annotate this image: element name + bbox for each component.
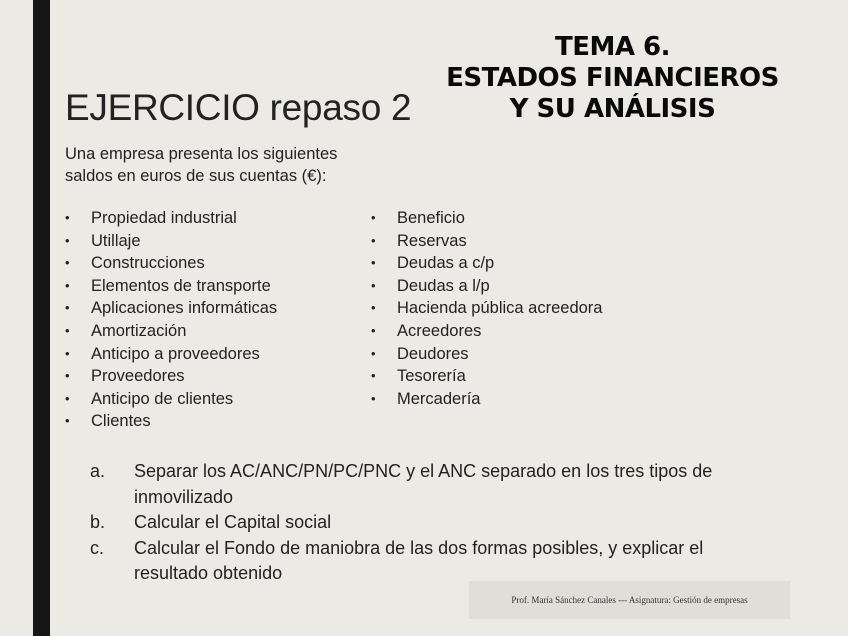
bullet-icon: •: [65, 322, 70, 338]
footer-text: Prof. María Sánchez Canales --- Asignatura: Gestión de empresas: [511, 595, 748, 605]
account-label: Proveedores: [91, 367, 185, 386]
account-item: [371, 275, 602, 298]
task-marker: b.: [90, 512, 106, 532]
task-list: [90, 459, 730, 587]
intro-line: Una empresa presenta los siguientes: [65, 145, 338, 163]
account-label: Reservas: [397, 231, 467, 250]
account-label: Acreedores: [397, 321, 482, 340]
bullet-icon: •: [65, 210, 70, 225]
bullet-icon: •: [371, 390, 376, 406]
footer-credit: [469, 581, 790, 619]
bullet-icon: •: [65, 300, 70, 316]
account-item: [371, 207, 602, 230]
task-marker: a.: [90, 461, 106, 481]
bullet-icon: •: [371, 232, 376, 248]
task-item: [90, 459, 730, 510]
bullet-icon: •: [371, 255, 376, 271]
intro-line: saldos en euros de sus cuentas (€):: [65, 167, 327, 185]
bullet-icon: •: [65, 277, 70, 293]
topic-heading: [440, 32, 785, 125]
bullet-icon: •: [371, 210, 376, 225]
account-item: [65, 297, 277, 320]
task-item: [90, 536, 730, 587]
account-label: Elementos de transporte: [91, 276, 271, 295]
account-item: [371, 230, 602, 253]
account-item: [65, 388, 277, 411]
bullet-icon: •: [371, 277, 376, 293]
account-item: [371, 320, 602, 343]
bullet-icon: •: [371, 345, 376, 361]
account-label: Beneficio: [397, 209, 465, 227]
intro-text: [65, 143, 337, 187]
accounts-list-right: [371, 207, 602, 410]
account-item: [65, 275, 277, 298]
task-marker: c.: [90, 537, 105, 558]
account-label: Propiedad industrial: [91, 209, 237, 227]
account-item: [371, 365, 602, 388]
account-item: [65, 320, 277, 343]
task-text: Separar los AC/ANC/PN/PC/PNC y el ANC separado en los tres tipos de inmovilizado: [134, 461, 713, 507]
account-item: [65, 252, 277, 275]
account-item: [371, 297, 602, 320]
account-item: [65, 365, 277, 388]
account-label: Deudas a c/p: [397, 254, 495, 273]
account-item: [65, 410, 277, 433]
bullet-icon: •: [65, 368, 70, 384]
task-text: Calcular el Capital social: [134, 512, 332, 532]
account-label: Tesorería: [397, 367, 466, 386]
bullet-icon: •: [371, 300, 376, 316]
account-label: Anticipo a proveedores: [91, 344, 260, 363]
account-item: [371, 343, 602, 366]
account-label: Aplicaciones informáticas: [91, 299, 278, 318]
account-label: Construcciones: [91, 254, 205, 273]
slide-title: EJERCICIO repaso 2: [65, 87, 412, 128]
account-item: [371, 252, 602, 275]
bullet-icon: •: [65, 390, 70, 406]
bullet-icon: •: [65, 255, 70, 271]
account-item: [65, 343, 277, 366]
account-label: Deudas a l/p: [397, 276, 490, 295]
account-label: Utillaje: [91, 231, 141, 250]
account-label: Clientes: [91, 412, 151, 431]
accounts-list-left: [65, 207, 277, 433]
bullet-icon: •: [65, 232, 70, 248]
task-item: [90, 510, 730, 536]
topic-line: ESTADOS FINANCIEROS: [446, 63, 779, 93]
side-accent-bar: [33, 0, 50, 636]
bullet-icon: •: [371, 322, 376, 338]
topic-line: TEMA 6.: [554, 32, 670, 62]
account-item: [65, 207, 277, 230]
account-label: Mercadería: [397, 389, 481, 408]
bullet-icon: •: [371, 368, 376, 384]
account-label: Amortización: [91, 321, 187, 340]
bullet-icon: •: [65, 345, 70, 361]
account-label: Hacienda pública acreedora: [397, 299, 603, 318]
task-text: Calcular el Fondo de maniobra de las dos formas posibles, y explicar el resultado obtenido: [134, 537, 704, 583]
account-item: [65, 230, 277, 253]
account-label: Deudores: [397, 344, 469, 363]
account-item: [371, 388, 602, 411]
topic-line: Y SU ANÁLISIS: [509, 94, 716, 124]
bullet-icon: •: [65, 413, 70, 429]
account-label: Anticipo de clientes: [91, 389, 234, 408]
